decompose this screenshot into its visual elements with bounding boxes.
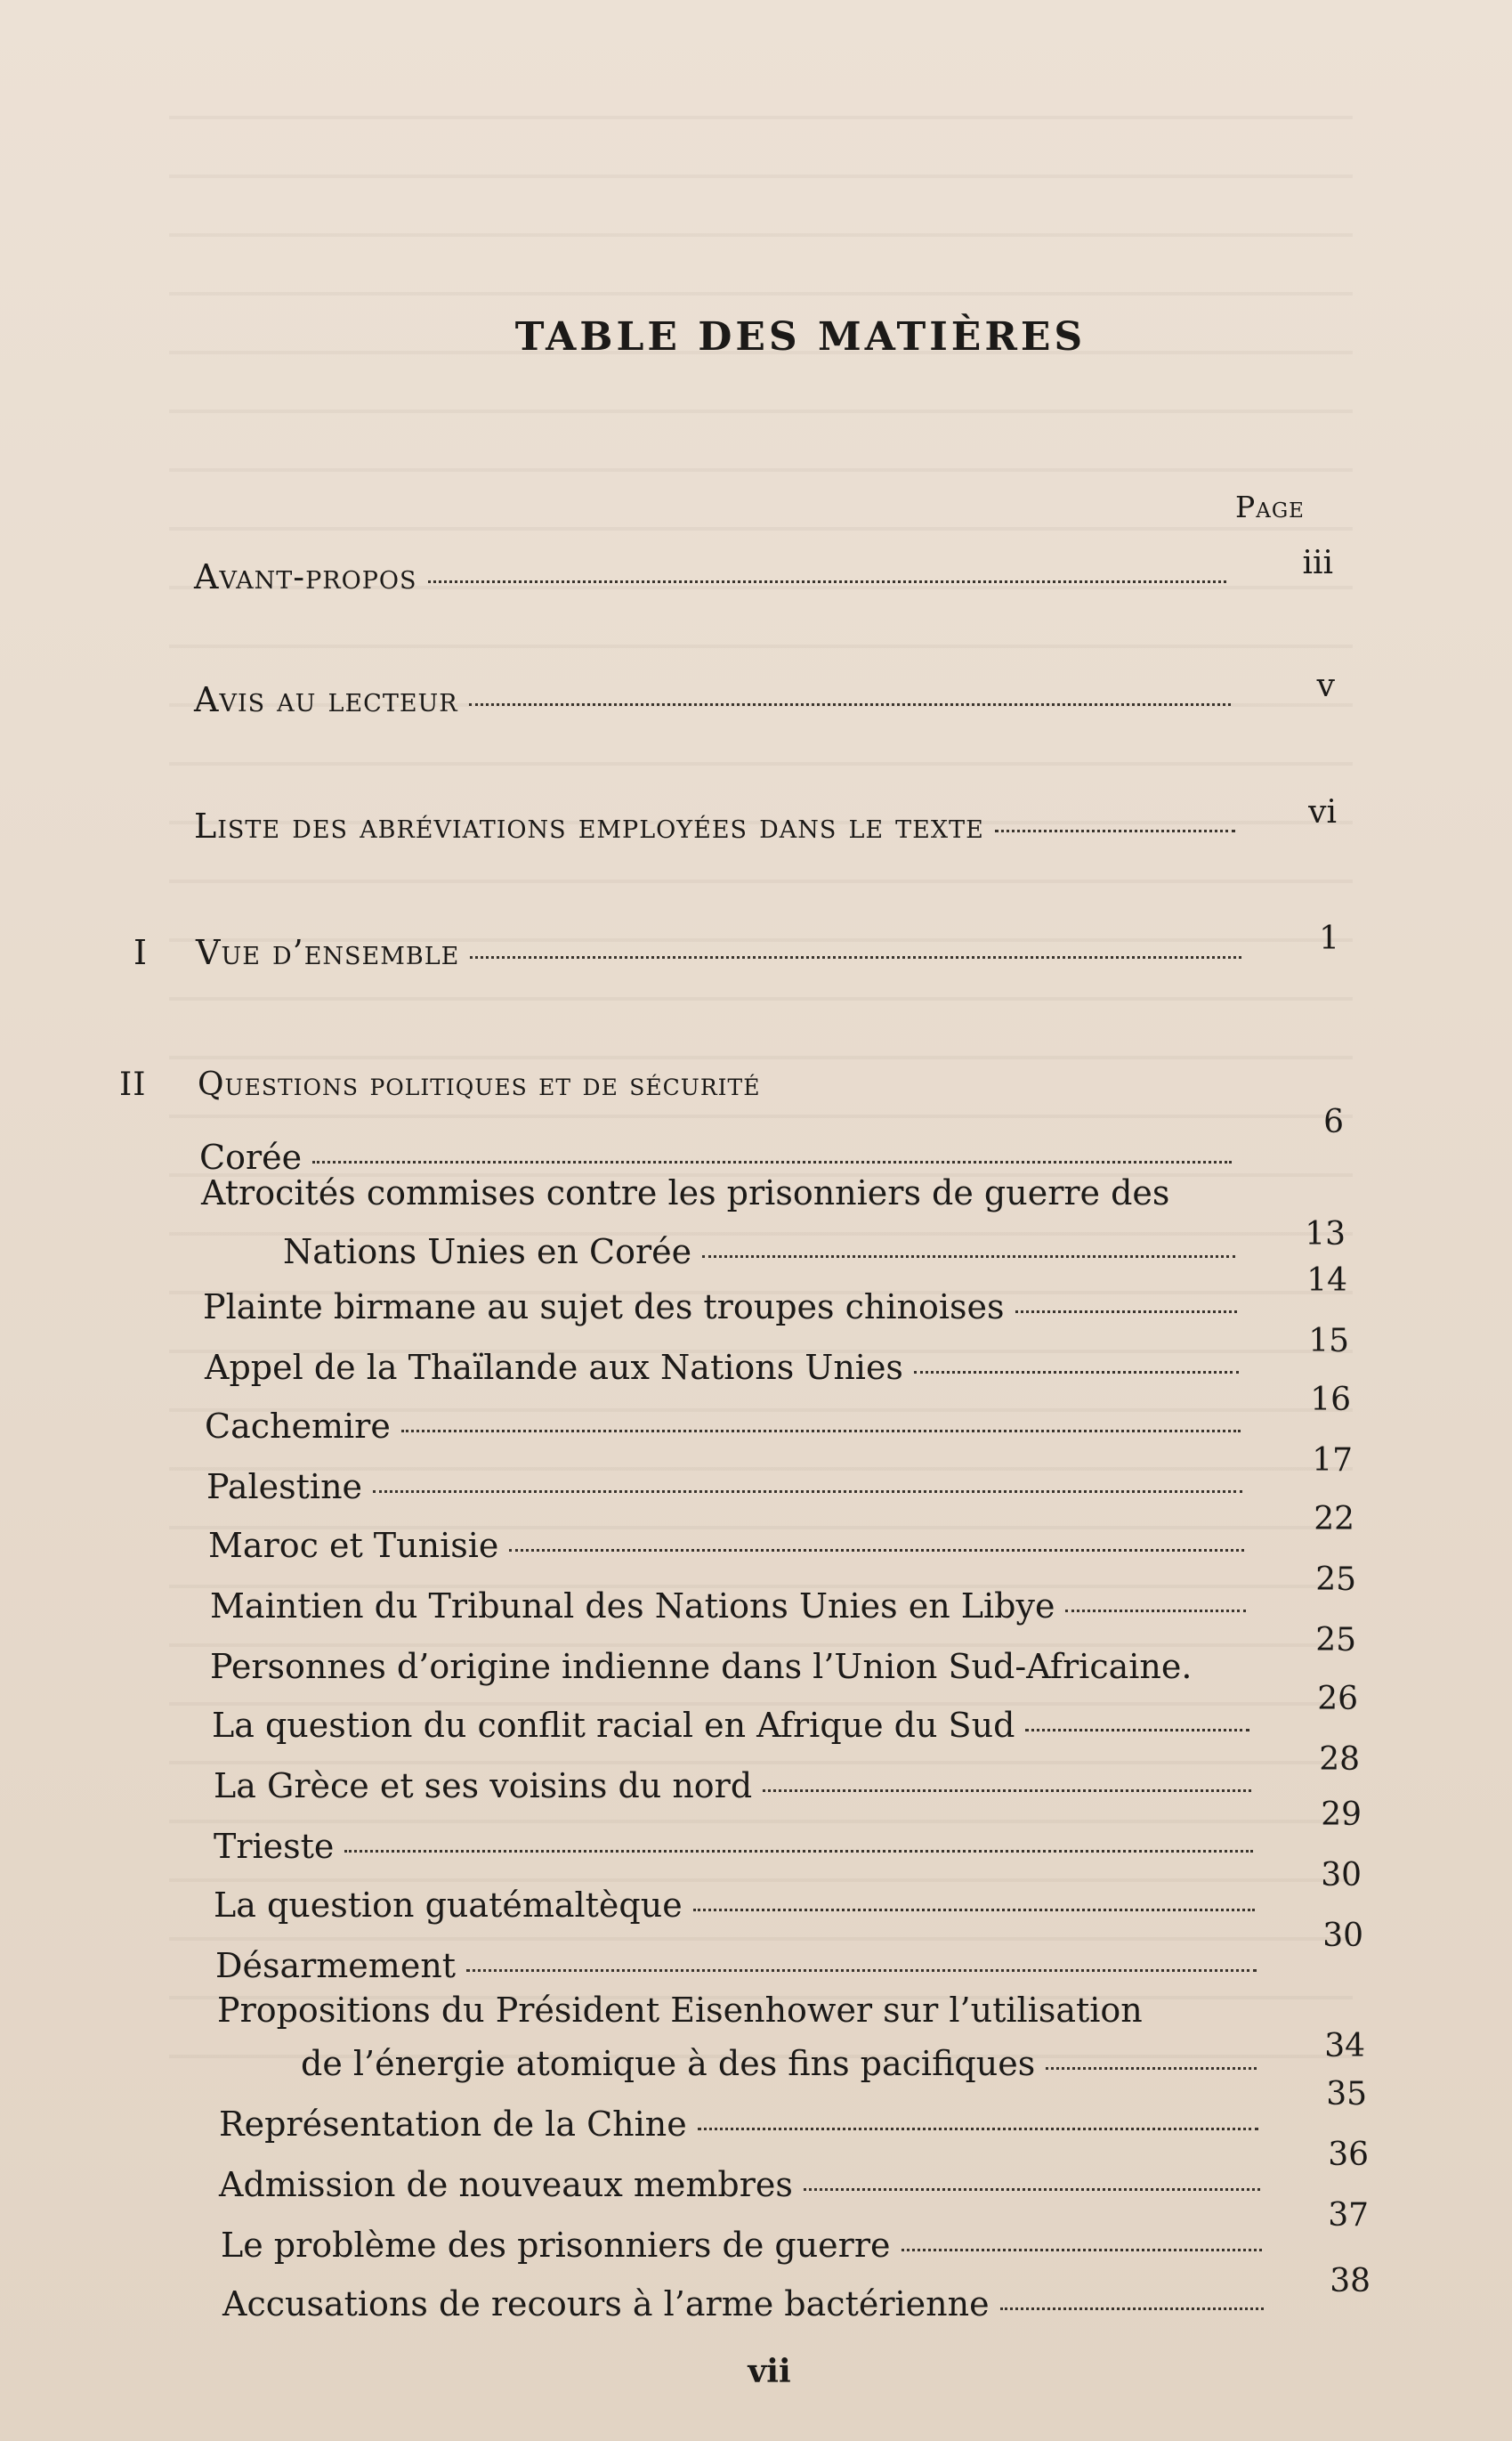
toc-section-i: [0, 920, 1512, 977]
section-number: II: [119, 1066, 147, 1103]
page-title: TABLE DES MATIÈRES: [514, 314, 1087, 360]
dot-leader: [1046, 2067, 1257, 2070]
toc-entry-page: v: [1316, 668, 1335, 704]
section-label: Questions politiques et de sécurité: [198, 1066, 761, 1103]
toc-entry-prisonniers-guerre: [0, 2197, 1512, 2270]
toc-entry-arme-bacterienne: [0, 2263, 1512, 2329]
toc-entry-label: Le problème des prisonniers de guerre: [221, 2226, 891, 2265]
toc-entry-label-line1: Propositions du Président Eisenhower sur l’utilisation: [217, 1991, 1143, 2030]
toc-entry-eisenhower-line2: [0, 2028, 1512, 2088]
toc-entry-label: Maintien du Tribunal des Nations Unies en Libye: [210, 1586, 1055, 1626]
toc-entry-page: 29: [1321, 1796, 1362, 1833]
toc-entry-label: Plainte birmane au sujet des troupes chinoises: [203, 1287, 1005, 1326]
toc-entry-page: 28: [1319, 1741, 1360, 1778]
toc-entry-page: 17: [1312, 1442, 1353, 1479]
toc-entry-page: 22: [1314, 1501, 1354, 1537]
toc-entry-label: Corée: [199, 1138, 303, 1177]
toc-entry-label: La Grèce et ses voisins du nord: [214, 1766, 753, 1805]
toc-entry-label: Cachemire: [205, 1407, 391, 1446]
dot-leader: [344, 1850, 1253, 1853]
toc-entry-label: Appel de la Thaïlande aux Nations Unies: [205, 1348, 903, 1387]
toc-entry-conflit-racial: [0, 1681, 1512, 1750]
toc-entry-label: Avis au lecteur: [194, 680, 458, 719]
toc-section-ii-heading: [119, 1066, 761, 1103]
toc-entry-label: Personnes d’origine indienne dans l’Union Sud-Africaine.: [210, 1647, 1193, 1686]
dot-leader: [763, 1789, 1251, 1792]
dot-leader: [312, 1161, 1232, 1164]
toc-entry-admission-membres: [0, 2137, 1512, 2210]
toc-entry-label: Trieste: [214, 1827, 335, 1866]
toc-entry-page: 37: [1328, 2197, 1369, 2234]
dot-leader: [804, 2188, 1260, 2191]
toc-entry-label: Maroc et Tunisie: [208, 1526, 499, 1565]
toc-entry-page: 13: [1305, 1216, 1346, 1253]
dot-leader: [1000, 2307, 1264, 2310]
dot-leader: [693, 1909, 1255, 1911]
toc-entry-page: 30: [1322, 1918, 1363, 1954]
dot-leader: [1015, 1310, 1238, 1313]
page-folio: vii: [748, 2353, 791, 2390]
toc-entry-liste-abreviations: [0, 794, 1512, 851]
toc-entry-label: Vue d’ensemble: [196, 933, 460, 972]
toc-entry-page: 15: [1308, 1323, 1349, 1359]
dot-leader: [466, 1969, 1257, 1972]
dot-leader: [428, 580, 1226, 583]
dot-leader: [401, 1430, 1241, 1432]
toc-entry-page: vi: [1308, 794, 1337, 831]
toc-entry-page: 36: [1328, 2137, 1369, 2173]
toc-entry-page: iii: [1302, 545, 1333, 581]
toc-entry-label-line1: Atrocités commises contre les prisonniers de guerre des: [201, 1173, 1170, 1212]
toc-entry-trieste: [0, 1796, 1512, 1871]
section-number: I: [133, 933, 148, 972]
toc-entry-label-line2: Nations Unies en Corée: [283, 1232, 692, 1271]
toc-entry-desarmement: [0, 1918, 1512, 1991]
toc-entry-page: 38: [1330, 2263, 1371, 2299]
toc-entry-label: Désarmement: [215, 1946, 457, 1985]
toc-entry-label-line2: de l’énergie atomique à des fins pacifiques: [301, 2044, 1036, 2083]
toc-entry-avis-au-lecteur: [0, 668, 1512, 725]
toc-entry-page: 1: [1319, 920, 1339, 957]
toc-entry-label: Accusations de recours à l’arme bactérienne: [222, 2284, 990, 2323]
dot-leader: [698, 2128, 1258, 2130]
dot-leader: [373, 1490, 1242, 1493]
dot-leader: [470, 956, 1241, 959]
toc-entry-page: 16: [1310, 1382, 1351, 1418]
dot-leader: [1065, 1610, 1246, 1612]
toc-entry-page: 26: [1317, 1681, 1358, 1717]
toc-entry-label: La question du conflit racial en Afrique du Sud: [212, 1706, 1015, 1745]
toc-entry-label: Liste des abréviations employées dans le texte: [194, 807, 984, 846]
toc-entry-label: Avant-propos: [194, 557, 417, 596]
toc-entry-guatemala: [0, 1857, 1512, 1930]
toc-entry-page: 14: [1306, 1262, 1347, 1299]
dot-leader: [702, 1255, 1235, 1258]
page-column-header: Page: [1235, 490, 1305, 524]
toc-entry-label: Représentation de la Chine: [219, 2104, 687, 2144]
dot-leader: [1025, 1729, 1249, 1731]
toc-entry-page: 30: [1321, 1857, 1362, 1894]
toc-entry-page: 25: [1315, 1561, 1356, 1598]
dot-leader: [469, 703, 1231, 706]
toc-entry-grece: [0, 1741, 1512, 1811]
dot-leader: [995, 830, 1235, 832]
toc-entry-label: La question guatémaltèque: [214, 1885, 683, 1925]
toc-entry-label: Admission de nouveaux membres: [219, 2165, 793, 2204]
toc-entry-page: 34: [1324, 2028, 1365, 2064]
toc-entry-label: Palestine: [206, 1467, 363, 1506]
toc-entry-representation-chine: [0, 2076, 1512, 2149]
dot-leader: [509, 1549, 1244, 1552]
toc-entry-avant-propos: [0, 545, 1512, 602]
toc-entry-page: 25: [1315, 1622, 1356, 1658]
toc-entry-page: 6: [1323, 1104, 1344, 1140]
dot-leader: [902, 2249, 1263, 2251]
toc-entry-page: 35: [1326, 2076, 1367, 2113]
toc-entry-personnes-origine-indienne: [0, 1622, 1512, 1691]
dot-leader: [914, 1371, 1239, 1374]
